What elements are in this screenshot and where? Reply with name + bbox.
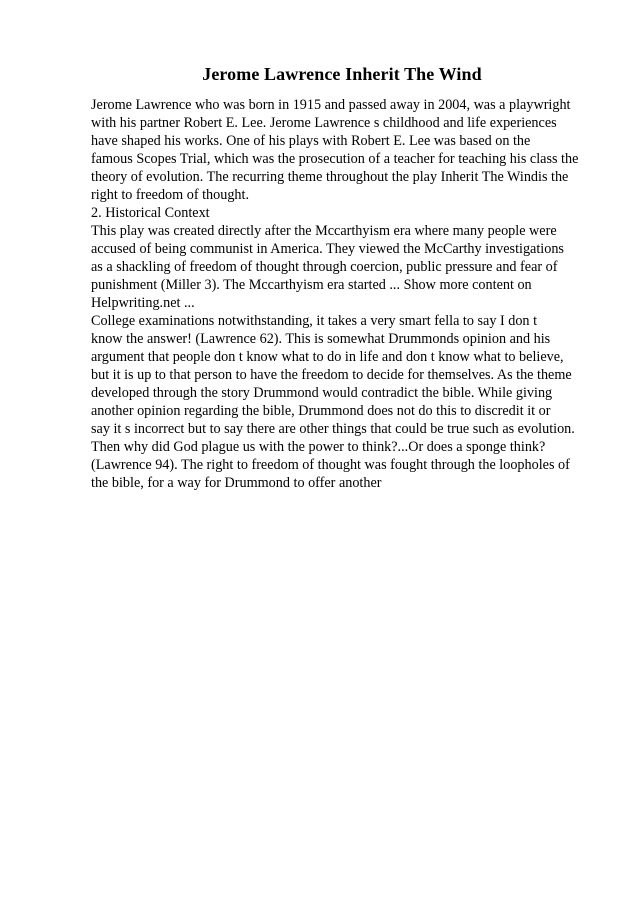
body-line: with his partner Robert E. Lee. Jerome Lawrence s childhood and life experiences <box>91 115 557 131</box>
body-line: accused of being communist in America. They viewed the McCarthy investigations <box>91 241 564 257</box>
body-line: developed through the story Drummond would contradict the bible. While giving <box>91 385 553 401</box>
body-line: (Lawrence 94). The right to freedom of thought was fought through the loopholes of <box>91 457 570 473</box>
body-line: but it is up to that person to have the freedom to decide for themselves. As the theme <box>91 367 572 383</box>
body-line: famous Scopes Trial, which was the prosecution of a teacher for teaching his class the <box>91 151 579 167</box>
body-line: Then why did God plague us with the power to think?...Or does a sponge think? <box>91 439 546 455</box>
body-line: right to freedom of thought. <box>91 187 250 203</box>
body-line: theory of evolution. The recurring theme throughout the play Inherit The Windis the <box>91 169 569 185</box>
body-line: another opinion regarding the bible, Drummond does not do this to discredit it or <box>91 403 551 419</box>
body-line: say it s incorrect but to say there are other things that could be true such as evolution. <box>91 421 575 437</box>
body-line: This play was created directly after the Mccarthyism era where many people were <box>91 223 557 239</box>
body-line: know the answer! (Lawrence 62). This is somewhat Drummonds opinion and his <box>91 331 551 347</box>
body-line: argument that people don t know what to do in life and don t know what to believe, <box>91 349 564 365</box>
body-line: the bible, for a way for Drummond to offer another <box>91 475 382 491</box>
body-line: Helpwriting.net ... <box>91 295 195 311</box>
body-line: College examinations notwithstanding, it takes a very smart fella to say I don t <box>91 313 538 329</box>
body-line: Jerome Lawrence who was born in 1915 and passed away in 2004, was a playwright <box>91 97 571 113</box>
body-line: as a shackling of freedom of thought through coercion, public pressure and fear of <box>91 259 558 275</box>
section-heading: 2. Historical Context <box>91 205 210 221</box>
document-title: Jerome Lawrence Inherit The Wind <box>202 64 482 84</box>
document-body <box>91 96 601 492</box>
body-line: punishment (Miller 3). The Mccarthyism era started ... Show more content on <box>91 277 532 293</box>
body-line: have shaped his works. One of his plays with Robert E. Lee was based on the <box>91 133 531 149</box>
